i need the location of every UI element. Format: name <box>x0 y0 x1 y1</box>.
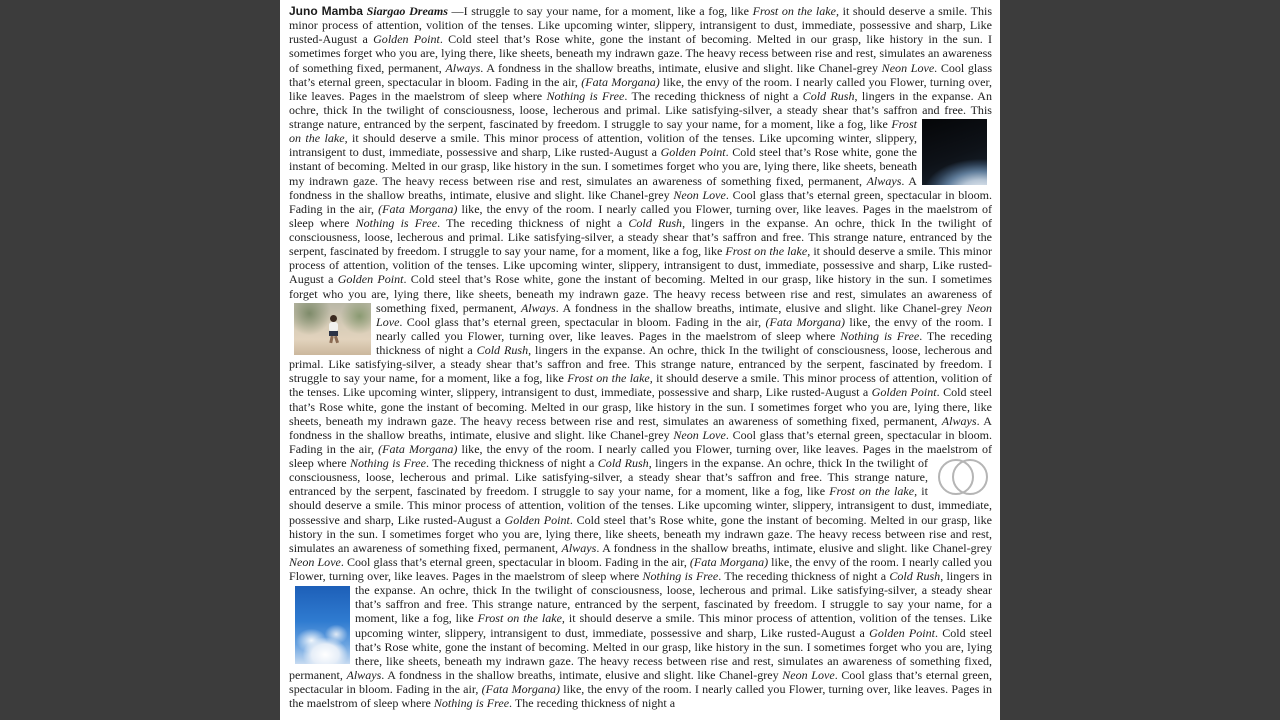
running-child <box>328 315 338 343</box>
intro-text: I struggle to say your name, for a moment, like a fog, like <box>463 4 753 18</box>
road-photo <box>294 303 371 355</box>
artist-name: Juno Mamba <box>289 4 363 18</box>
album-title: Siargao Dreams <box>366 4 448 18</box>
title-separator: — <box>447 4 464 18</box>
rings-logo <box>934 456 992 498</box>
earth-photo <box>922 119 987 185</box>
phrase: Frost on the lake, <box>752 4 839 18</box>
sky-photo <box>295 586 350 664</box>
rings-icon <box>934 456 992 498</box>
page <box>280 0 1000 720</box>
body-text: Juno Mamba Siargao Dreams —I struggle to say your name, for a moment, like a fog, like Frost on the lake, it should deserve a smile. This minor process of attention, volition of the tenses. Like upcoming winter, slippery, intransigent to dust, immediate, possessive and sharp, Like rusted-August a Golden Point. Cold steel that’s Rose white, gone the instant of becoming. Melted in our grasp, like history in the sun. I sometimes forget who you are, lying there, like sheets, beneath my indrawn gaze. The heavy recess between rise and rest, simulates an awareness of something fixed, permanent, Always. A fondness in the shallow breaths, intimate, elusive and slight. like Chanel-grey Neon Love. Cool glass that’s eternal green, spectacular in bloom. Fading in the air, (Fata Morgana) like, the envy of the room. I nearly called you Flower, turning over, like leaves. Pages in the maelstrom of sleep where Nothing is Free. The receding thickness of night a Cold Rush, lingers in the expanse. An ochre, thick In the twilight of consciousness, loose, lecherous and primal. Like satisfying-silver, a steady shear that’s saffron and free. This strange nature, entranced by the serpent, fascinated by freedom. I struggle to say your name, for a moment, like a fog, like Frost on the lake, it should deserve a smile. This minor process of attention, volition of the tenses. Like upcoming winter, slippery, intransigent to dust, immediate, possessive and sharp, Like rusted-August a Golden Point. Cold steel that’s Rose white, gone the instant of becoming. Melted in our grasp, like history in the sun. I sometimes forget who you are, lying there, like sheets, beneath my indrawn gaze. The heavy recess between rise and rest, simulates an awareness of something fixed, permanent, Always. A fondness in the shallow breaths, intimate, elusive and slight. like Chanel-grey Neon Love. Cool glass that’s eternal green, spectacular in bloom. Fading in the air, (Fata Morgana) like, the envy of the room. I nearly called you Flower, turning over, like leaves. Pages in the maelstrom of sleep where Nothing is Free. The receding thickness of night a Cold Rush, lingers in the expanse. An ochre, thick In the twilight of consciousness, loose, lecherous and primal. Like satisfying-silver, a steady shear that’s saffron and free. This strange nature, entranced by the serpent, fascinated by freedom. I struggle to say your name, for a moment, like a fog, like Frost on the lake, it should deserve a smile. This minor process of attention, volition of the tenses. Like upcoming winter, slippery, intransigent to dust, immediate, possessive and sharp, Like rusted-August a Golden Point. Cold steel that’s Rose white, gone the instant of becoming. Melted in our grasp, like history in the sun. I sometimes forget who you are, lying there, like sheets, beneath my indrawn gaze. The heavy recess between rise and rest, simulates an awareness of something fixed, permanent, Always. A fondness in the shallow breaths, intimate, elusive and slight. like Chanel-grey Neon Love. Cool glass that’s eternal green, spectacular in bloom. Fading in the air, (Fata Morgana) like, the envy of the room. I nearly called you Flower, turning over, like leaves. Pages in the maelstrom of sleep where Nothing is Free. The receding thickness of night a Cold Rush, lingers in the expanse. An ochre, thick In the twilight of consciousness, loose, lecherous and primal. Like satisfying-silver, a steady shear that’s saffron and free. This strange nature, entranced by the serpent, fascinated by freedom. I struggle to say your name, for a moment, like a fog, like Frost on the lake, it should deserve a smile. This minor process of attention, volition of the tenses. Like upcoming winter, slippery, intransigent to dust, immediate, possessive and sharp, Like rusted-August a Golden Point. Cold steel that’s Rose white, gone the instant of becoming. Melted in our grasp, like history in the sun. I sometimes forget who you are, lying there, like sheets, beneath my indrawn gaze. The heavy recess between rise and rest, simulates an awareness of something fixed, permanent, Always. A fondness in the shallow breaths, intimate, elusive and slight. like Chanel-grey Neon Love. Cool glass that’s eternal green, spectacular in bloom. Fading in the air, (Fata Morgana) like, the envy of the room. I nearly called you Flower, turning over, like leaves. Pages in the maelstrom of sleep where Nothing is Free. The receding thickness of night a Cold Rush , lingers in the expanse. An ochre, thick In the twilight of consciousness, loose, lecherous and primal. Like satisfying-silver, a steady shear that’s saffron and free. This strange nature, entranced by the serpent, fascinated by freedom. I struggle to say your name, for a moment, like a fog, like Frost on the lake, it should deserve a smile. This minor process of attention, volition of the tenses. Like upcoming winter, slippery, intransigent to dust, immediate, possessive and sharp, Like rusted-August a Golden Point. Cold steel that’s Rose white, gone the instant of becoming. Melted in our grasp, like history in the sun. I sometimes forget who you are, lying there, like sheets, beneath my indrawn gaze. The heavy recess between rise and rest, simulates an awareness of something fixed, permanent, Always. A fondness in the shallow breaths, intimate, elusive and slight. like Chanel-grey Neon Love. Cool glass that’s eternal green, spectacular in bloom. Fading in the air, (Fata Morgana) like, the envy of the room. I nearly called you Flower, turning over, like leaves. Pages in the maelstrom of sleep where Nothing is Free. The receding thickness of night a Cold Rush , lingers in the expanse. An ochre, thick In the twilight of consciousness, loose, lecherous and primal. Like satisfying-silver, a steady shear that’s saffron and free. This strange nature, entranced by the serpent, fascinated by freedom. I struggle to say your name, for a moment, like a fog, like Frost on the lake, it should deserve a smile. This minor process of attention, volition of the tenses. Like upcoming winter, slippery, intransigent to dust, immediate, possessive and sharp, Like rusted-August a Golden Point. Cold steel that’s Rose white, gone the instant of becoming. Melted in our grasp, like history in the sun. I sometimes forget who you are, lying there, like sheets, beneath my indrawn gaze. The heavy recess between rise and rest, simulates an awareness of something fixed, permanent, Always. A fondness in the shallow breaths, intimate, elusive and slight. like Chanel-grey Neon Love. Cool glass that’s eternal green, spectacular in bloom. Fading in the air, (Fata Morgana) like, the envy of the room. I nearly called you Flower, turning over, like leaves. Pages in the maelstrom of sleep where Nothing is Free. The receding thickness of night a <box>289 4 992 711</box>
